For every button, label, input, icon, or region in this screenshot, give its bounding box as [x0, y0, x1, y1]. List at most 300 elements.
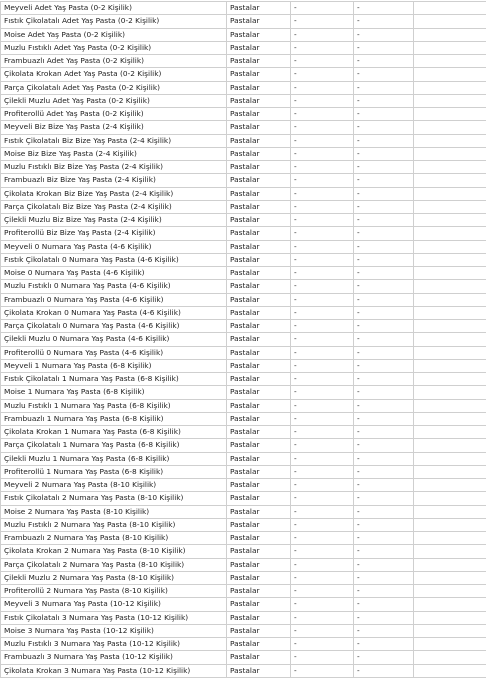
value-cell-2: - — [354, 624, 414, 637]
category-cell: Pastalar — [227, 426, 291, 439]
value-cell-1: - — [291, 2, 354, 15]
value-cell-1: - — [291, 214, 354, 227]
table-row — [1, 386, 486, 399]
product-name-cell: Çilekli Muzlu 0 Numara Yaş Pasta (4-6 Kişilik) — [1, 333, 227, 346]
product-name-cell: Muzlu Fıstıklı 1 Numara Yaş Pasta (6-8 Kişilik) — [1, 399, 227, 412]
value-cell-2: - — [354, 55, 414, 68]
table-row — [1, 598, 486, 611]
table-row — [1, 611, 486, 624]
empty-cell — [414, 532, 486, 545]
category-cell: Pastalar — [227, 412, 291, 425]
table-row — [1, 492, 486, 505]
product-name-cell: Fıstık Çikolatalı 3 Numara Yaş Pasta (10-12 Kişilik) — [1, 611, 227, 624]
value-cell-1: - — [291, 28, 354, 41]
empty-cell — [414, 2, 486, 15]
value-cell-1: - — [291, 598, 354, 611]
category-cell: Pastalar — [227, 386, 291, 399]
product-name-cell: Çikolata Krokan 2 Numara Yaş Pasta (8-10 Kişilik) — [1, 545, 227, 558]
value-cell-2: - — [354, 426, 414, 439]
product-name-cell: Frambuazlı 2 Numara Yaş Pasta (8-10 Kişilik) — [1, 532, 227, 545]
empty-cell — [414, 187, 486, 200]
category-cell: Pastalar — [227, 545, 291, 558]
table-row — [1, 187, 486, 200]
empty-cell — [414, 386, 486, 399]
value-cell-2: - — [354, 373, 414, 386]
value-cell-2: - — [354, 108, 414, 121]
value-cell-2: - — [354, 386, 414, 399]
value-cell-1: - — [291, 611, 354, 624]
value-cell-2: - — [354, 94, 414, 107]
product-name-cell: Fıstık Çikolatalı Adet Yaş Pasta (0-2 Kişilik) — [1, 15, 227, 28]
empty-cell — [414, 479, 486, 492]
category-cell: Pastalar — [227, 293, 291, 306]
product-name-cell: Moise Biz Bize Yaş Pasta (2-4 Kişilik) — [1, 147, 227, 160]
table-row — [1, 558, 486, 571]
empty-cell — [414, 41, 486, 54]
empty-cell — [414, 571, 486, 584]
category-cell: Pastalar — [227, 320, 291, 333]
value-cell-2: - — [354, 571, 414, 584]
product-name-cell: Fıstık Çikolatalı 2 Numara Yaş Pasta (8-10 Kişilik) — [1, 492, 227, 505]
category-cell: Pastalar — [227, 638, 291, 651]
empty-cell — [414, 293, 486, 306]
category-cell: Pastalar — [227, 280, 291, 293]
value-cell-2: - — [354, 227, 414, 240]
category-cell: Pastalar — [227, 41, 291, 54]
empty-cell — [414, 638, 486, 651]
table-row — [1, 108, 486, 121]
value-cell-1: - — [291, 134, 354, 147]
value-cell-2: - — [354, 439, 414, 452]
product-table — [0, 1, 486, 678]
category-cell: Pastalar — [227, 373, 291, 386]
value-cell-2: - — [354, 465, 414, 478]
category-cell: Pastalar — [227, 200, 291, 213]
product-name-cell: Çilekli Muzlu 1 Numara Yaş Pasta (6-8 Kişilik) — [1, 452, 227, 465]
value-cell-1: - — [291, 439, 354, 452]
category-cell: Pastalar — [227, 532, 291, 545]
empty-cell — [414, 426, 486, 439]
product-name-cell: Çikolata Krokan 3 Numara Yaş Pasta (10-12 Kişilik) — [1, 664, 227, 677]
product-name-cell: Çikolata Krokan Biz Bize Yaş Pasta (2-4 Kişilik) — [1, 187, 227, 200]
product-name-cell: Meyveli 1 Numara Yaş Pasta (6-8 Kişilik) — [1, 359, 227, 372]
empty-cell — [414, 81, 486, 94]
value-cell-1: - — [291, 161, 354, 174]
value-cell-1: - — [291, 108, 354, 121]
product-name-cell: Çilekli Muzlu Adet Yaş Pasta (0-2 Kişilik) — [1, 94, 227, 107]
value-cell-1: - — [291, 346, 354, 359]
empty-cell — [414, 68, 486, 81]
value-cell-2: - — [354, 41, 414, 54]
table-row — [1, 359, 486, 372]
category-cell: Pastalar — [227, 121, 291, 134]
product-name-cell: Profiterollü 2 Numara Yaş Pasta (8-10 Kişilik) — [1, 585, 227, 598]
value-cell-1: - — [291, 558, 354, 571]
product-name-cell: Fıstık Çikolatalı 0 Numara Yaş Pasta (4-6 Kişilik) — [1, 253, 227, 266]
product-name-cell: Profiterollü 1 Numara Yaş Pasta (6-8 Kişilik) — [1, 465, 227, 478]
product-name-cell: Fıstık Çikolatalı Biz Bize Yaş Pasta (2-4 Kişilik) — [1, 134, 227, 147]
table-row — [1, 267, 486, 280]
value-cell-1: - — [291, 571, 354, 584]
table-row — [1, 505, 486, 518]
category-cell: Pastalar — [227, 492, 291, 505]
category-cell: Pastalar — [227, 94, 291, 107]
empty-cell — [414, 121, 486, 134]
value-cell-2: - — [354, 187, 414, 200]
product-name-cell: Meyveli 3 Numara Yaş Pasta (10-12 Kişilik) — [1, 598, 227, 611]
value-cell-2: - — [354, 200, 414, 213]
table-row — [1, 571, 486, 584]
product-name-cell: Parça Çikolatalı 1 Numara Yaş Pasta (6-8 Kişilik) — [1, 439, 227, 452]
empty-cell — [414, 505, 486, 518]
table-row — [1, 134, 486, 147]
value-cell-2: - — [354, 333, 414, 346]
table-row — [1, 426, 486, 439]
table-row — [1, 346, 486, 359]
value-cell-1: - — [291, 253, 354, 266]
empty-cell — [414, 320, 486, 333]
value-cell-2: - — [354, 412, 414, 425]
value-cell-1: - — [291, 651, 354, 664]
table-row — [1, 664, 486, 677]
empty-cell — [414, 452, 486, 465]
category-cell: Pastalar — [227, 571, 291, 584]
value-cell-2: - — [354, 518, 414, 531]
value-cell-1: - — [291, 373, 354, 386]
empty-cell — [414, 28, 486, 41]
product-name-cell: Muzlu Fıstıklı 3 Numara Yaş Pasta (10-12 Kişilik) — [1, 638, 227, 651]
value-cell-2: - — [354, 293, 414, 306]
value-cell-1: - — [291, 55, 354, 68]
product-name-cell: Fıstık Çikolatalı 1 Numara Yaş Pasta (6-8 Kişilik) — [1, 373, 227, 386]
category-cell: Pastalar — [227, 518, 291, 531]
product-name-cell: Frambuazlı 3 Numara Yaş Pasta (10-12 Kişilik) — [1, 651, 227, 664]
category-cell: Pastalar — [227, 306, 291, 319]
value-cell-1: - — [291, 545, 354, 558]
value-cell-1: - — [291, 624, 354, 637]
category-cell: Pastalar — [227, 664, 291, 677]
category-cell: Pastalar — [227, 439, 291, 452]
product-name-cell: Muzlu Fıstıklı 2 Numara Yaş Pasta (8-10 Kişilik) — [1, 518, 227, 531]
empty-cell — [414, 253, 486, 266]
category-cell: Pastalar — [227, 267, 291, 280]
value-cell-2: - — [354, 280, 414, 293]
value-cell-1: - — [291, 585, 354, 598]
value-cell-1: - — [291, 518, 354, 531]
empty-cell — [414, 412, 486, 425]
category-cell: Pastalar — [227, 240, 291, 253]
empty-cell — [414, 280, 486, 293]
value-cell-1: - — [291, 479, 354, 492]
category-cell: Pastalar — [227, 214, 291, 227]
product-name-cell: Çikolata Krokan 0 Numara Yaş Pasta (4-6 Kişilik) — [1, 306, 227, 319]
value-cell-2: - — [354, 532, 414, 545]
category-cell: Pastalar — [227, 651, 291, 664]
category-cell: Pastalar — [227, 108, 291, 121]
product-name-cell: Parça Çikolatalı Biz Bize Yaş Pasta (2-4 Kişilik) — [1, 200, 227, 213]
value-cell-2: - — [354, 2, 414, 15]
category-cell: Pastalar — [227, 147, 291, 160]
product-name-cell: Parça Çikolatalı 2 Numara Yaş Pasta (8-10 Kişilik) — [1, 558, 227, 571]
value-cell-1: - — [291, 320, 354, 333]
table-row — [1, 68, 486, 81]
product-name-cell: Moise 0 Numara Yaş Pasta (4-6 Kişilik) — [1, 267, 227, 280]
product-table-container — [0, 1, 485, 678]
table-row — [1, 41, 486, 54]
empty-cell — [414, 465, 486, 478]
value-cell-1: - — [291, 412, 354, 425]
table-row — [1, 638, 486, 651]
table-row — [1, 15, 486, 28]
value-cell-1: - — [291, 505, 354, 518]
empty-cell — [414, 518, 486, 531]
product-name-cell: Moise 2 Numara Yaş Pasta (8-10 Kişilik) — [1, 505, 227, 518]
empty-cell — [414, 267, 486, 280]
value-cell-2: - — [354, 121, 414, 134]
value-cell-2: - — [354, 452, 414, 465]
value-cell-2: - — [354, 598, 414, 611]
table-row — [1, 240, 486, 253]
table-row — [1, 94, 486, 107]
value-cell-1: - — [291, 664, 354, 677]
table-row — [1, 121, 486, 134]
value-cell-2: - — [354, 545, 414, 558]
value-cell-2: - — [354, 253, 414, 266]
category-cell: Pastalar — [227, 161, 291, 174]
table-row — [1, 452, 486, 465]
empty-cell — [414, 399, 486, 412]
empty-cell — [414, 611, 486, 624]
category-cell: Pastalar — [227, 598, 291, 611]
empty-cell — [414, 598, 486, 611]
table-row — [1, 214, 486, 227]
value-cell-2: - — [354, 320, 414, 333]
table-row — [1, 412, 486, 425]
value-cell-1: - — [291, 426, 354, 439]
category-cell: Pastalar — [227, 134, 291, 147]
empty-cell — [414, 147, 486, 160]
value-cell-2: - — [354, 664, 414, 677]
table-row — [1, 55, 486, 68]
value-cell-2: - — [354, 638, 414, 651]
table-row — [1, 320, 486, 333]
empty-cell — [414, 15, 486, 28]
category-cell: Pastalar — [227, 558, 291, 571]
table-row — [1, 624, 486, 637]
empty-cell — [414, 373, 486, 386]
product-name-cell: Profiterollü Biz Bize Yaş Pasta (2-4 Kişilik) — [1, 227, 227, 240]
value-cell-2: - — [354, 28, 414, 41]
table-row — [1, 333, 486, 346]
table-row — [1, 399, 486, 412]
value-cell-1: - — [291, 399, 354, 412]
table-row — [1, 227, 486, 240]
value-cell-2: - — [354, 492, 414, 505]
value-cell-1: - — [291, 359, 354, 372]
value-cell-1: - — [291, 306, 354, 319]
empty-cell — [414, 161, 486, 174]
table-row — [1, 439, 486, 452]
category-cell: Pastalar — [227, 585, 291, 598]
empty-cell — [414, 134, 486, 147]
product-name-cell: Çikolata Krokan Adet Yaş Pasta (0-2 Kişilik) — [1, 68, 227, 81]
table-row — [1, 518, 486, 531]
value-cell-2: - — [354, 81, 414, 94]
value-cell-1: - — [291, 386, 354, 399]
value-cell-1: - — [291, 333, 354, 346]
value-cell-1: - — [291, 121, 354, 134]
value-cell-2: - — [354, 174, 414, 187]
value-cell-2: - — [354, 15, 414, 28]
empty-cell — [414, 624, 486, 637]
product-name-cell: Parça Çikolatalı Adet Yaş Pasta (0-2 Kişilik) — [1, 81, 227, 94]
empty-cell — [414, 545, 486, 558]
category-cell: Pastalar — [227, 452, 291, 465]
empty-cell — [414, 306, 486, 319]
category-cell: Pastalar — [227, 227, 291, 240]
product-name-cell: Frambuazlı 1 Numara Yaş Pasta (6-8 Kişilik) — [1, 412, 227, 425]
empty-cell — [414, 585, 486, 598]
value-cell-1: - — [291, 240, 354, 253]
value-cell-2: - — [354, 68, 414, 81]
category-cell: Pastalar — [227, 399, 291, 412]
value-cell-1: - — [291, 200, 354, 213]
empty-cell — [414, 214, 486, 227]
value-cell-1: - — [291, 293, 354, 306]
category-cell: Pastalar — [227, 2, 291, 15]
empty-cell — [414, 346, 486, 359]
table-row — [1, 28, 486, 41]
product-name-cell: Moise 1 Numara Yaş Pasta (6-8 Kişilik) — [1, 386, 227, 399]
product-name-cell: Muzlu Fıstıklı Adet Yaş Pasta (0-2 Kişilik) — [1, 41, 227, 54]
category-cell: Pastalar — [227, 28, 291, 41]
table-row — [1, 161, 486, 174]
product-name-cell: Çilekli Muzlu Biz Bize Yaş Pasta (2-4 Kişilik) — [1, 214, 227, 227]
product-name-cell: Moise 3 Numara Yaş Pasta (10-12 Kişilik) — [1, 624, 227, 637]
value-cell-2: - — [354, 558, 414, 571]
table-row — [1, 545, 486, 558]
value-cell-2: - — [354, 346, 414, 359]
empty-cell — [414, 439, 486, 452]
category-cell: Pastalar — [227, 505, 291, 518]
product-name-cell: Muzlu Fıstıklı 0 Numara Yaş Pasta (4-6 Kişilik) — [1, 280, 227, 293]
table-row — [1, 306, 486, 319]
category-cell: Pastalar — [227, 333, 291, 346]
value-cell-2: - — [354, 306, 414, 319]
table-row — [1, 585, 486, 598]
category-cell: Pastalar — [227, 465, 291, 478]
value-cell-1: - — [291, 187, 354, 200]
category-cell: Pastalar — [227, 68, 291, 81]
table-row — [1, 147, 486, 160]
value-cell-1: - — [291, 280, 354, 293]
product-name-cell: Parça Çikolatalı 0 Numara Yaş Pasta (4-6 Kişilik) — [1, 320, 227, 333]
value-cell-1: - — [291, 532, 354, 545]
value-cell-1: - — [291, 638, 354, 651]
product-name-cell: Meyveli 2 Numara Yaş Pasta (8-10 Kişilik) — [1, 479, 227, 492]
product-name-cell: Moise Adet Yaş Pasta (0-2 Kişilik) — [1, 28, 227, 41]
product-name-cell: Frambuazlı 0 Numara Yaş Pasta (4-6 Kişilik) — [1, 293, 227, 306]
value-cell-2: - — [354, 359, 414, 372]
empty-cell — [414, 174, 486, 187]
empty-cell — [414, 492, 486, 505]
value-cell-1: - — [291, 147, 354, 160]
value-cell-1: - — [291, 15, 354, 28]
value-cell-1: - — [291, 227, 354, 240]
table-row — [1, 532, 486, 545]
category-cell: Pastalar — [227, 346, 291, 359]
empty-cell — [414, 664, 486, 677]
empty-cell — [414, 651, 486, 664]
table-row — [1, 2, 486, 15]
product-name-cell: Frambuazlı Biz Bize Yaş Pasta (2-4 Kişilik) — [1, 174, 227, 187]
value-cell-2: - — [354, 399, 414, 412]
value-cell-1: - — [291, 267, 354, 280]
value-cell-1: - — [291, 94, 354, 107]
product-name-cell: Muzlu Fıstıklı Biz Bize Yaş Pasta (2-4 Kişilik) — [1, 161, 227, 174]
empty-cell — [414, 55, 486, 68]
category-cell: Pastalar — [227, 187, 291, 200]
value-cell-2: - — [354, 214, 414, 227]
product-name-cell: Çikolata Krokan 1 Numara Yaş Pasta (6-8 Kişilik) — [1, 426, 227, 439]
empty-cell — [414, 240, 486, 253]
table-row — [1, 479, 486, 492]
table-row — [1, 465, 486, 478]
category-cell: Pastalar — [227, 611, 291, 624]
value-cell-2: - — [354, 651, 414, 664]
category-cell: Pastalar — [227, 174, 291, 187]
table-row — [1, 174, 486, 187]
empty-cell — [414, 94, 486, 107]
table-row — [1, 293, 486, 306]
category-cell: Pastalar — [227, 479, 291, 492]
value-cell-1: - — [291, 465, 354, 478]
value-cell-2: - — [354, 611, 414, 624]
table-row — [1, 200, 486, 213]
product-name-cell: Çilekli Muzlu 2 Numara Yaş Pasta (8-10 Kişilik) — [1, 571, 227, 584]
value-cell-1: - — [291, 174, 354, 187]
empty-cell — [414, 200, 486, 213]
table-row — [1, 651, 486, 664]
product-name-cell: Meyveli 0 Numara Yaş Pasta (4-6 Kişilik) — [1, 240, 227, 253]
empty-cell — [414, 558, 486, 571]
product-table-body — [1, 2, 486, 678]
value-cell-2: - — [354, 505, 414, 518]
table-row — [1, 253, 486, 266]
value-cell-2: - — [354, 134, 414, 147]
product-name-cell: Frambuazlı Adet Yaş Pasta (0-2 Kişilik) — [1, 55, 227, 68]
product-name-cell: Profiterollü 0 Numara Yaş Pasta (4-6 Kişilik) — [1, 346, 227, 359]
category-cell: Pastalar — [227, 253, 291, 266]
value-cell-2: - — [354, 267, 414, 280]
empty-cell — [414, 108, 486, 121]
empty-cell — [414, 227, 486, 240]
value-cell-1: - — [291, 81, 354, 94]
value-cell-1: - — [291, 492, 354, 505]
table-row — [1, 280, 486, 293]
value-cell-1: - — [291, 452, 354, 465]
category-cell: Pastalar — [227, 359, 291, 372]
value-cell-2: - — [354, 240, 414, 253]
value-cell-1: - — [291, 68, 354, 81]
table-row — [1, 81, 486, 94]
value-cell-2: - — [354, 161, 414, 174]
value-cell-2: - — [354, 585, 414, 598]
empty-cell — [414, 359, 486, 372]
table-row — [1, 373, 486, 386]
empty-cell — [414, 333, 486, 346]
category-cell: Pastalar — [227, 15, 291, 28]
